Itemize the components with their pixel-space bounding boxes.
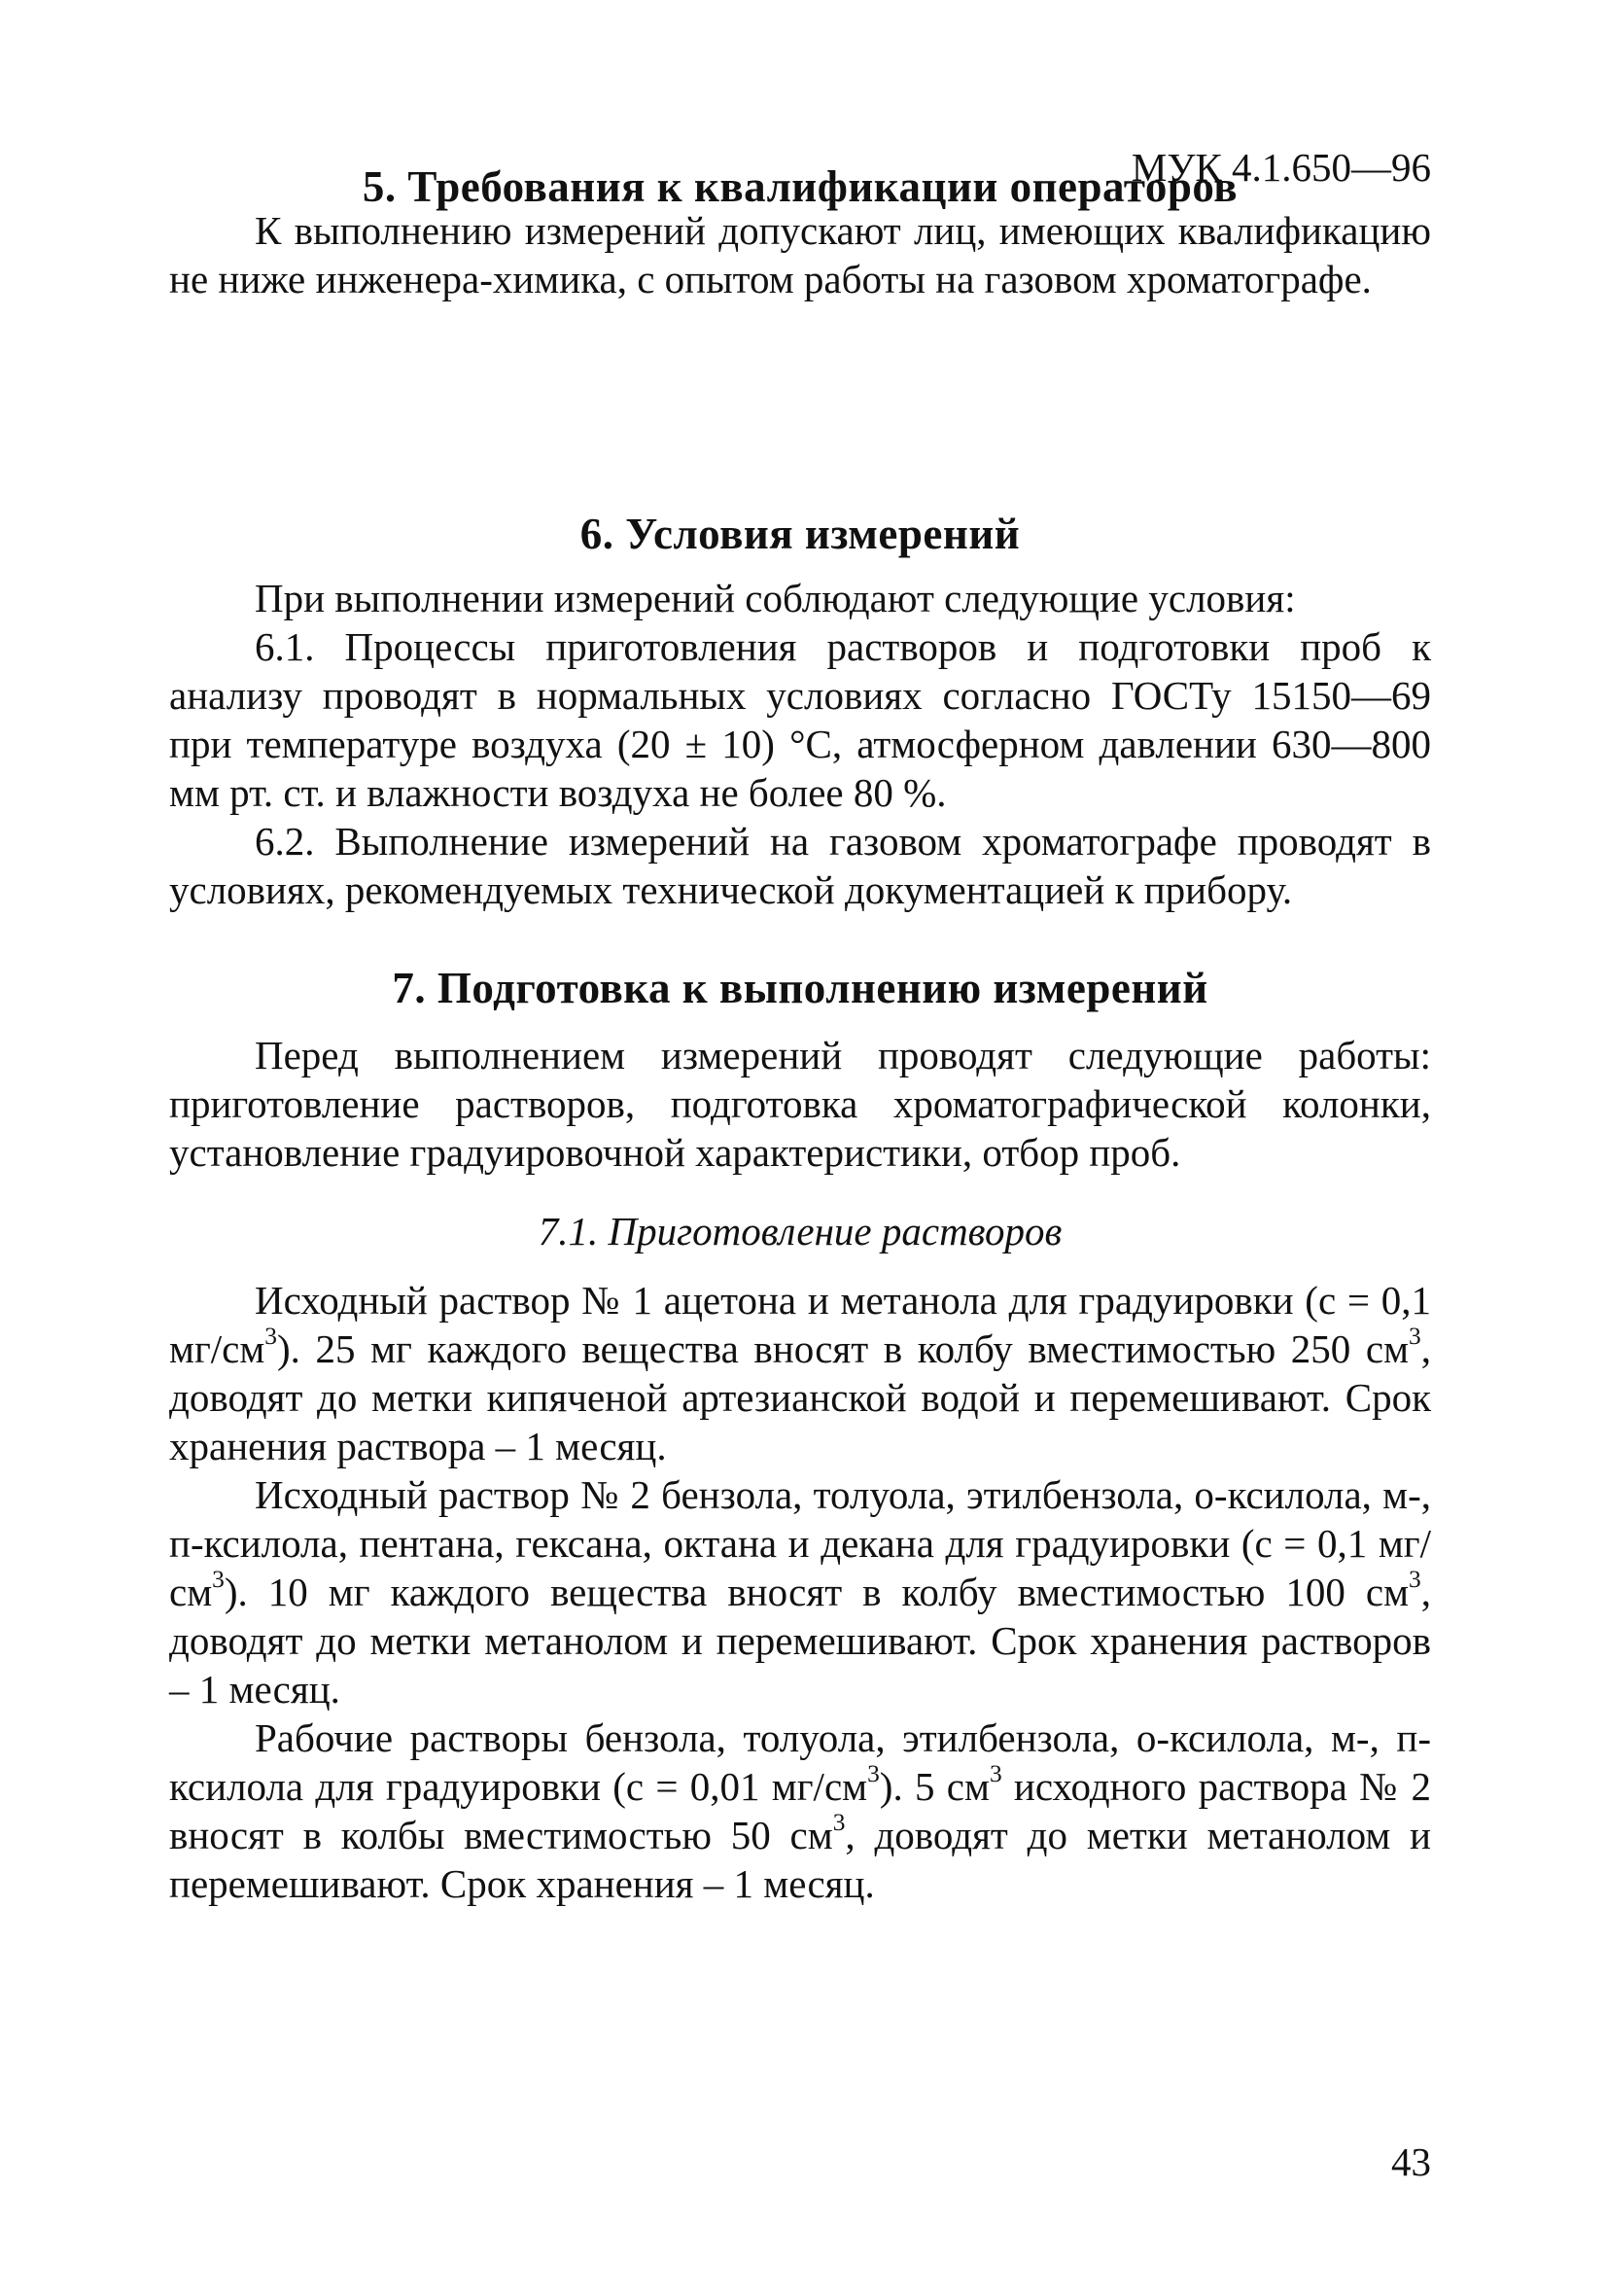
working-solutions-text-c: исходного раствора № 2 вносят в колбы вместимостью 50 см (169, 1764, 1431, 1857)
section-5-paragraph: К выполнению измерений допускают лиц, имеющих квалификацию не ниже инженера-химика, с опытом работы на газовом хроматографе. (169, 208, 1431, 301)
subsection-7-1-heading: 7.1. Приготовление растворов (538, 1209, 1063, 1254)
superscript: 3 (867, 1759, 880, 1787)
section-6-intro: При выполнении измерений соблюдают следующие условия: (255, 576, 1296, 620)
page-number: 43 (1391, 2139, 1431, 2184)
superscript: 3 (264, 1322, 277, 1350)
superscript: 3 (1409, 1565, 1421, 1593)
section-7-paragraph: Перед выполнением измерений проводят следующие работы: приготовление растворов, подготовка хроматографической колонки, установление градуировочной характеристики, отбор проб. (169, 1033, 1431, 1175)
solution-2-paragraph (169, 1470, 1431, 1713)
section-6-item-1: 6.1. Процессы приготовления растворов и подготовки проб к анализу проводят в нормальных условиях согласно ГОСТу 15150—69 при температуре воздуха (20 ± 10) °С, атмосферном давлении 630—800 мм рт. ст. и влажности воздуха не более 80 %. (169, 624, 1431, 815)
solution-2-text-c: , доводят до метки метанолом и перемешивают. Срок хранения растворов – 1 месяц. (169, 1570, 1431, 1712)
working-solutions-paragraph (169, 1713, 1431, 1908)
solution-1-text-a: Исходный раствор № 1 ацетона и метанола для градуировки (с = 0,1 мг/см (169, 1278, 1431, 1371)
solution-1-text-b: ). 25 мг каждого вещества вносят в колбу вместимостью 250 см (277, 1326, 1410, 1371)
working-solutions-text-d: , доводят до метки метанолом и перемешивают. Срок хранения – 1 месяц. (169, 1813, 1432, 1906)
solution-2-text-b: ). 10 мг каждого вещества вносят в колбу вместимостью 100 см (224, 1570, 1410, 1614)
document-code: МУК 4.1.650—96 (1131, 145, 1431, 190)
superscript: 3 (832, 1808, 846, 1836)
solution-2-text-a: Исходный раствор № 2 бензола, толуола, этилбензола, о-ксилола, м-, п-ксилола, пентана, гексана, октана и декана для градуировки (с = 0,1 мг/см (169, 1472, 1431, 1614)
working-solutions-text-b: ). 5 см (879, 1764, 990, 1809)
superscript: 3 (212, 1565, 225, 1593)
document-page (169, 0, 1431, 2296)
working-solutions-text-a: Рабочие растворы бензола, толуола, этилбензола, о-ксилола, м-, п-ксилола для градуировки (с = 0,01 мг/см (169, 1715, 1431, 1809)
section-7-heading: 7. Подготовка к выполнению измерений (392, 964, 1208, 1012)
solution-1-text-c: , доводят до метки кипяченой артезианской водой и перемешивают. Срок хранения раствора – 1 месяц. (169, 1326, 1431, 1468)
superscript: 3 (1409, 1322, 1421, 1350)
superscript: 3 (989, 1759, 1002, 1787)
section-5-heading: 5. Требования к квалификации операторов (362, 162, 1239, 211)
section-6-heading: 6. Условия измерений (579, 510, 1021, 558)
section-6-item-2: 6.2. Выполнение измерений на газовом хроматографе проводят в условиях, рекомендуемых технической документацией к прибору. (169, 819, 1431, 912)
solution-1-paragraph (169, 1276, 1431, 1470)
